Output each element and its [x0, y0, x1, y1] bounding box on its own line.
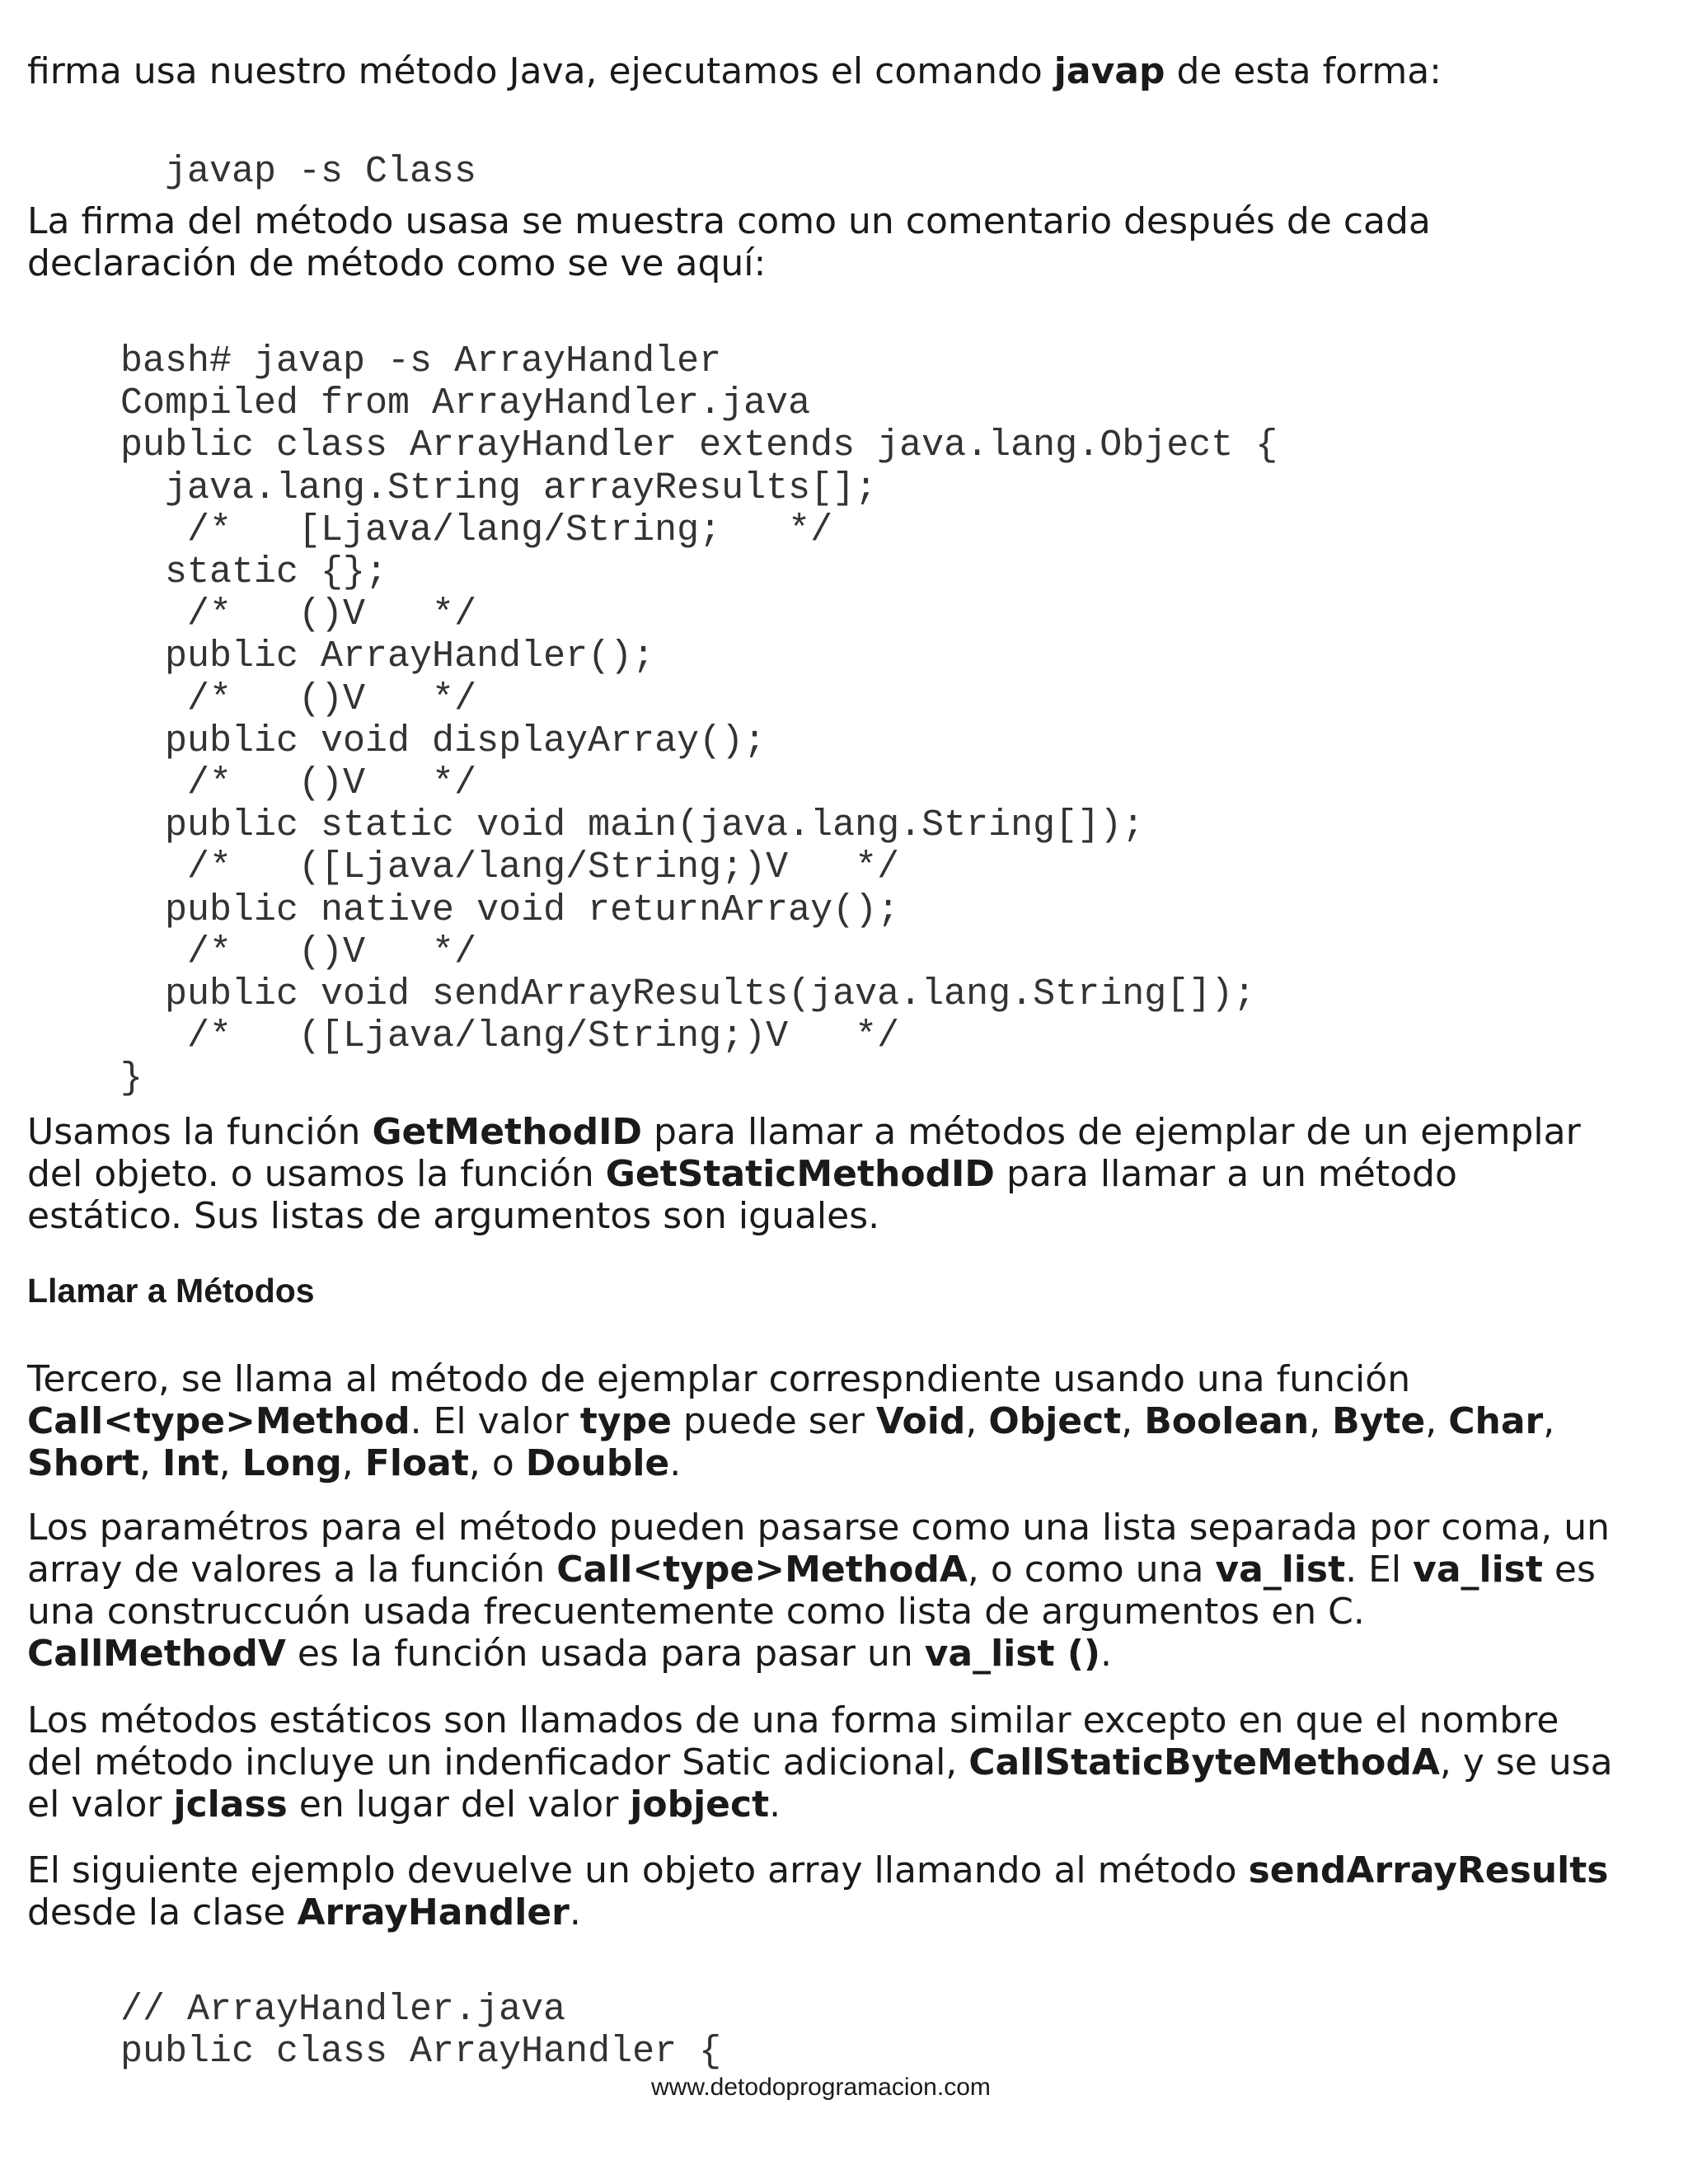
call-type-method-paragraph — [27, 1358, 1667, 1484]
text-run: Tercero, se llama al método de ejemplar correspndiente usando una función — [27, 1358, 1411, 1400]
getmethodid-term: GetMethodID — [372, 1111, 643, 1153]
text-run: firma usa nuestro método Java, ejecutamos el comando — [27, 50, 1054, 92]
bold-term: Object — [988, 1400, 1122, 1442]
text-run: es una construccuón usada frecuentemente como lista de argumentos en C. — [27, 1549, 1596, 1633]
text-run: , — [218, 1442, 242, 1484]
example-paragraph — [27, 1849, 1667, 1933]
text-run: , — [965, 1400, 989, 1442]
array-handler-source-code: // ArrayHandler.java public class ArrayHandler { — [120, 1989, 722, 2074]
text-run: , o como una — [967, 1549, 1216, 1591]
bold-term: Short — [27, 1442, 139, 1484]
text-run: , y se usa el valor — [27, 1741, 1613, 1825]
bold-term: Char — [1448, 1400, 1544, 1442]
bold-term: Double — [525, 1442, 670, 1484]
text-run: Los métodos estáticos son llamados de una forma similar excepto en que el nombre del método incluye un indenficador Satic adicional, — [27, 1699, 1559, 1783]
text-run: para llamar a métodos de ejemplar de un ejemplar del objeto. o usamos la función — [27, 1111, 1581, 1195]
text-run: . — [669, 1442, 682, 1484]
text-run: . — [569, 1891, 581, 1933]
javap-output-code: bash# javap -s ArrayHandler Compiled from ArrayHandler.java public class ArrayHandler extends java.lang.Object { java.lang.String arrayResults[]; /* [Ljava/lang/String; */ static {}; /* ()V */ public ArrayHandler(); /* ()V */ public void displayArray(); /* ()V */ public static void main(java.lang.String[]); /* ([Ljava/lang/String;)V */ public native void returnArray(); /* ()V */ public void sendArrayResults(java.lang.String[]); /* ([Ljava/lang/String;)V */ } — [120, 340, 1278, 1100]
bold-term: va_list — [1215, 1549, 1346, 1591]
text-run: , — [1309, 1400, 1333, 1442]
parameters-paragraph — [27, 1507, 1667, 1675]
bold-term: CallMethodV — [27, 1633, 286, 1675]
static-methods-paragraph — [27, 1699, 1667, 1825]
bold-term: Float — [364, 1442, 469, 1484]
bold-term: Int — [162, 1442, 219, 1484]
bold-term: sendArrayResults — [1248, 1849, 1609, 1891]
text-run: es la función usada para pasar un — [285, 1633, 925, 1675]
javap-command-code: javap -s Class — [165, 151, 477, 193]
text-run: , — [1121, 1400, 1145, 1442]
text-run: , — [1425, 1400, 1449, 1442]
text-run: . El valor — [410, 1400, 580, 1442]
bold-term: CallStaticByteMethodA — [968, 1741, 1440, 1783]
text-run: . El — [1345, 1549, 1414, 1591]
bold-term: va_list — [1413, 1549, 1543, 1591]
bold-term: Call<type>MethodA — [556, 1549, 968, 1591]
bold-term: va_list () — [924, 1633, 1101, 1675]
text-run: puede ser — [671, 1400, 876, 1442]
text-run: de esta forma: — [1165, 50, 1442, 92]
bold-term: Byte — [1332, 1400, 1426, 1442]
footer-url: www.detodoprogramacion.com — [651, 2074, 991, 2101]
text-run: para llamar a un método estático. Sus listas de argumentos son iguales. — [27, 1153, 1457, 1237]
text-run: desde la clase — [27, 1891, 286, 1933]
text-run: Usamos la función — [27, 1111, 373, 1153]
text-run: . — [1100, 1633, 1113, 1675]
bold-term: type — [579, 1400, 672, 1442]
bold-term: Void — [875, 1400, 966, 1442]
intro-paragraph — [27, 50, 1667, 92]
javap-keyword: javap — [1053, 50, 1165, 92]
bold-term: jclass — [173, 1783, 288, 1825]
text-run: El siguiente ejemplo devuelve un objeto array llamando al método — [27, 1849, 1249, 1891]
bold-term: Long — [241, 1442, 342, 1484]
bold-term: jobject — [630, 1783, 770, 1825]
text-run: . — [769, 1783, 781, 1825]
bold-term: Boolean — [1144, 1400, 1310, 1442]
bold-term: Call<type>Method — [27, 1400, 410, 1442]
getmethodid-paragraph — [27, 1111, 1667, 1237]
text-run: , — [341, 1442, 365, 1484]
bold-term: ArrayHandler — [297, 1891, 570, 1933]
text-run: en lugar del valor — [287, 1783, 631, 1825]
getstaticmethodid-term: GetStaticMethodID — [605, 1153, 995, 1195]
text-run: , — [138, 1442, 162, 1484]
text-run: , o — [468, 1442, 526, 1484]
signature-paragraph: La firma del método usasa se muestra como un comentario después de cada declaración de método como se ve aquí: — [27, 200, 1431, 284]
section-heading: Llamar a Métodos — [27, 1272, 315, 1310]
text-run: , — [1543, 1400, 1555, 1442]
text-run: Los paramétros para el método pueden pasarse como una lista separada por coma, un array de valores a la función — [27, 1507, 1611, 1591]
